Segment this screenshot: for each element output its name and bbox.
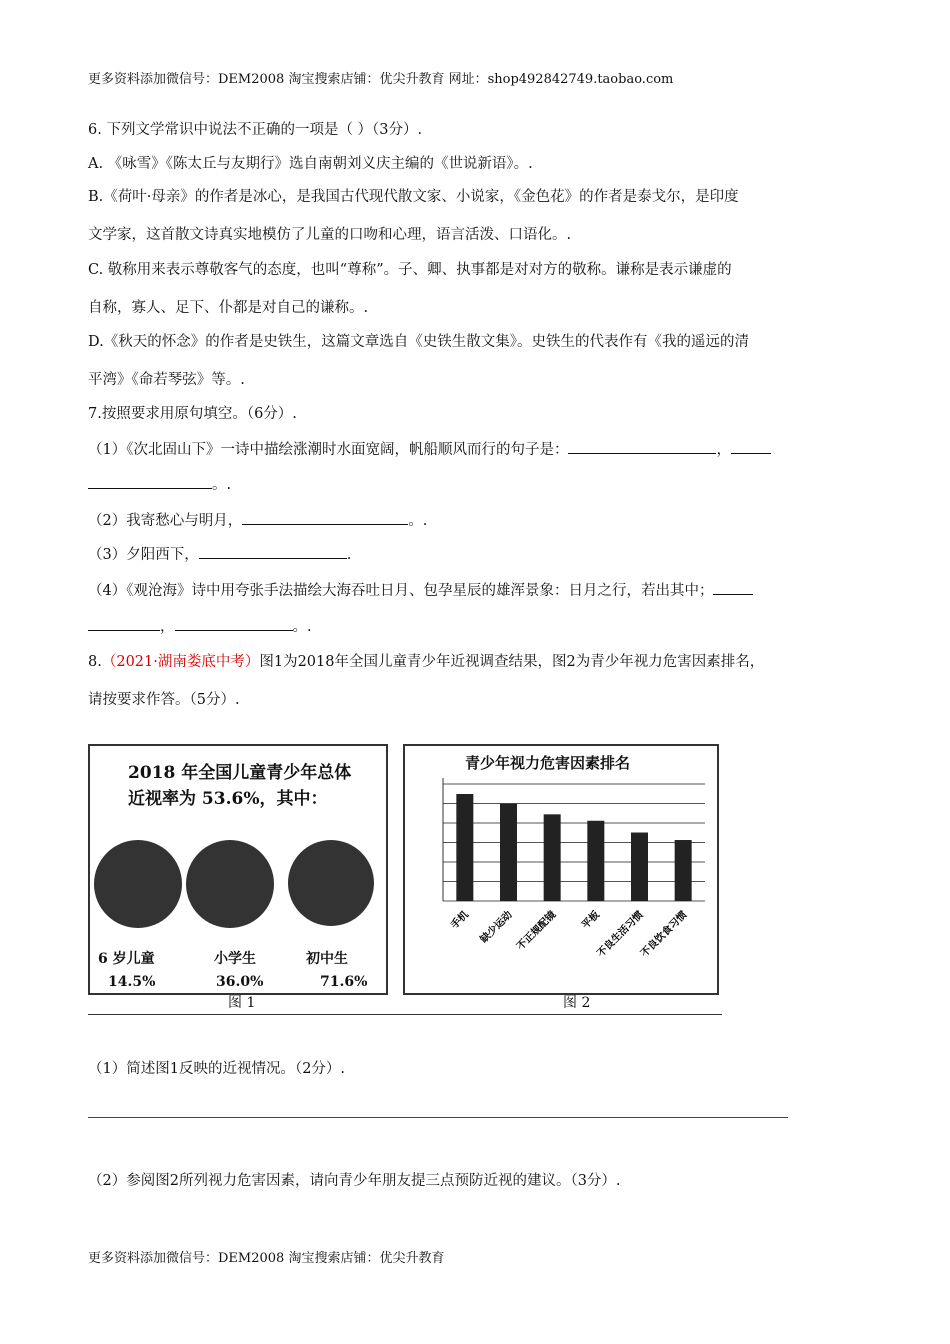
fig1-title-line1: 2018 年全国儿童青少年总体 — [128, 763, 352, 783]
q7-part4 — [88, 578, 753, 600]
bar — [631, 833, 648, 901]
group-value: 14.5% — [108, 974, 156, 990]
bar — [587, 821, 604, 901]
figure-area — [88, 740, 722, 1015]
answer-line[interactable] — [88, 1117, 788, 1118]
circle-chart-6yr — [94, 840, 182, 928]
q7-part1: （1）《次北固山下》一诗中描绘涨潮时水面宽阔，帆船顺风而行的句子是： ， — [88, 437, 771, 459]
q7-part2-end: 。. — [408, 513, 428, 529]
q6-option-d-line2: 平湾》《命若琴弦》等。. — [88, 372, 245, 388]
q7-stem: 7.按照要求用原句填空。（6分）. — [88, 406, 297, 422]
q7-part4-text: （4）《观沧海》诗中用夸张手法描绘大海吞吐日月、包孕星辰的雄浑景象：日月之行，若出其中； — [88, 583, 714, 599]
q8-stem-line1 — [88, 650, 764, 671]
x-tick-label: 不良生活习惯 — [595, 909, 646, 960]
bar — [675, 840, 692, 901]
figure-1-caption: 图 1 — [228, 995, 256, 1011]
x-tick-label: 手机 — [449, 909, 471, 932]
page-footer: 更多资料添加微信号：DEM2008 淘宝搜索店铺：优尖升教育 — [88, 1251, 445, 1266]
q8-stem-text: 图1为2018年全国儿童青少年近视调查结果，图2为青少年视力危害因素排名， — [259, 654, 765, 670]
bar-chart — [405, 746, 717, 993]
page-header: 更多资料添加微信号：DEM2008 淘宝搜索店铺：优尖升教育 网址：shop492842749.taobao.com — [88, 72, 674, 87]
q6-option-d-line1: D.《秋天的怀念》的作者是史铁生，这篇文章选自《史铁生散文集》。史铁生的代表作有《我的遥远的清 — [88, 334, 749, 350]
group-label: 初中生 — [306, 951, 348, 967]
circle-chart-primary — [186, 840, 274, 928]
q8-source: （2021·湖南娄底中考） — [101, 654, 260, 670]
q7-part1-end: 。. — [212, 477, 232, 493]
q7-part3 — [88, 542, 351, 564]
q7-part1-cont — [88, 472, 231, 494]
q7-part3-text: （3）夕阳西下， — [88, 547, 199, 563]
answer-blank[interactable] — [713, 578, 753, 595]
fig1-title-line2: 近视率为 53.6%，其中： — [128, 789, 328, 809]
figure-2-panel — [403, 744, 719, 995]
q8-number: 8. — [88, 654, 102, 670]
q7-part4-sep: ， — [160, 619, 175, 635]
q7-part2-text: （2）我寄愁心与明月， — [88, 513, 243, 529]
answer-blank[interactable] — [242, 508, 408, 525]
bar — [456, 794, 473, 901]
x-tick-label: 不良饮食习惯 — [639, 909, 690, 960]
q7-part4-cont — [88, 614, 312, 636]
group-label: 小学生 — [214, 951, 256, 967]
figure-bottom-rule — [88, 1014, 722, 1015]
group-value: 36.0% — [216, 974, 264, 990]
x-tick-label: 不正规配镜 — [515, 909, 559, 953]
q7-part2 — [88, 508, 427, 530]
answer-blank[interactable] — [88, 614, 160, 631]
q6-option-c-line1: C. 敬称用来表示尊敬客气的态度，也叫“尊称”。子、卿、执事都是对对方的敬称。谦称是表示谦虚的 — [88, 262, 732, 278]
q6-stem: 6. 下列文学常识中说法不正确的一项是（ ）（3分）. — [88, 122, 423, 138]
q6-option-b-line1: B.《荷叶·母亲》的作者是冰心，是我国古代现代散文家、小说家，《金色花》的作者是泰戈尔，是印度 — [88, 189, 739, 205]
bar — [544, 814, 561, 901]
q6-option-b-line2: 文学家，这首散文诗真实地模仿了儿童的口吻和心理，语言活泼、口语化。. — [88, 227, 572, 243]
answer-blank[interactable] — [88, 472, 212, 489]
circle-chart-junior — [288, 840, 374, 926]
figure-2-caption: 图 2 — [563, 995, 591, 1011]
q7-part4-end: 。. — [292, 619, 312, 635]
q8-stem-line2: 请按要求作答。（5分）. — [88, 692, 240, 708]
x-tick-label: 平板 — [580, 909, 602, 932]
q7-part3-end: . — [346, 547, 352, 563]
group-value: 71.6% — [320, 974, 368, 990]
answer-blank[interactable] — [175, 614, 293, 631]
group-label: 6 岁儿童 — [98, 951, 155, 967]
q6-option-a: A. 《咏雪》《陈太丘与友期行》选自南朝刘义庆主编的《世说新语》。. — [88, 156, 533, 172]
q8-sub2: （2）参阅图2所列视力危害因素，请向青少年朋友提三点预防近视的建议。（3分）. — [88, 1173, 621, 1189]
figure-1-panel — [88, 744, 388, 995]
fig2-title: 青少年视力危害因素排名 — [465, 754, 631, 772]
q8-sub1: （1）简述图1反映的近视情况。（2分）. — [88, 1061, 346, 1077]
answer-blank[interactable] — [568, 437, 716, 454]
bar — [500, 804, 517, 901]
answer-blank[interactable] — [731, 437, 771, 454]
q7-part1-text: （1）《次北固山下》一诗中描绘涨潮时水面宽阔，帆船顺风而行的句子是： — [88, 442, 569, 458]
answer-blank[interactable] — [199, 542, 347, 559]
q6-option-c-line2: 自称，寡人、足下、仆都是对自己的谦称。. — [88, 300, 369, 316]
x-tick-label: 缺少运动 — [478, 909, 515, 946]
